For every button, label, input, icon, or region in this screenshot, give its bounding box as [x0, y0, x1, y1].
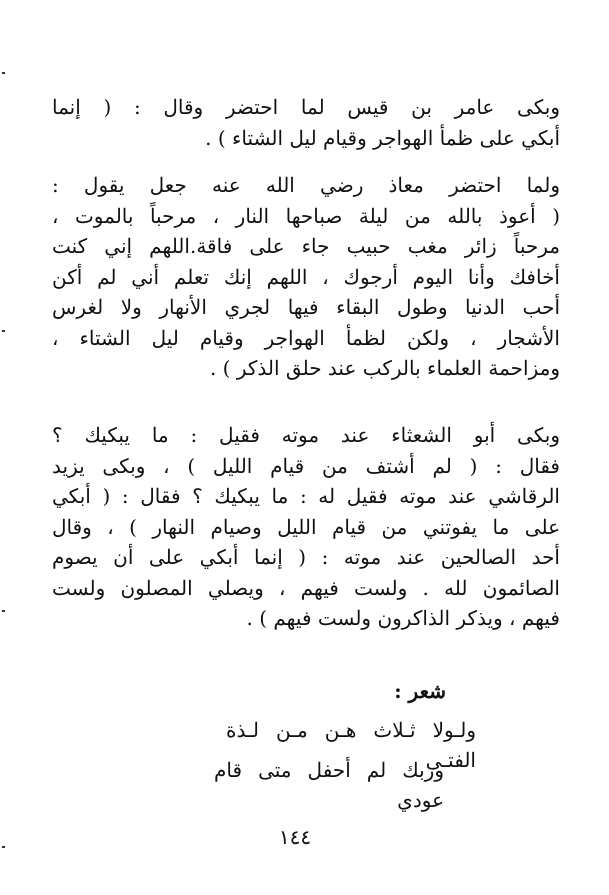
poem-heading: شعر :: [394, 679, 446, 703]
poem-verse-2: وربك لم أحفل متى قام عودي: [214, 758, 444, 812]
margin-speck: [2, 846, 5, 848]
margin-speck: [2, 610, 5, 612]
text-line: الصائمون لله . ولست فيهم ، ويصلي المصلون ولست: [52, 575, 560, 600]
text-line: الرقاشي عند موته فقيل له : ما يبكيك ؟ فقال : ( أبكي: [52, 484, 560, 508]
text-line: أحب الدنيا وطول البقاء فيها لجري الأنهار ولا لغرس: [52, 295, 560, 319]
text-line: ( أعوذ بالله من ليلة صباحها النار ، مرحباً بالموت ،: [52, 203, 560, 228]
text-line: أخافك وأنا اليوم أرجوك ، اللهم إنك تعلم أني لم أكن: [52, 264, 560, 289]
text-line: أبكي على ظمأ الهواجر وقيام ليل الشتاء ) .: [205, 125, 560, 150]
text-line: مرحباً زائر مغب حبيب جاء على فاقة.اللهم إني كنت: [52, 234, 560, 258]
text-line: ومزاحمة العلماء بالركب عند حلق الذكر ) .: [209, 356, 560, 380]
text-line: فيهم ، ويذكر الذاكرون ولست فيهم ) .: [246, 606, 560, 630]
text-line: على ما يفوتني من قيام الليل وصيام النهار ) ، وقال: [52, 514, 560, 539]
text-line: أحد الصالحين عند موته : ( إنما أبكي على أن يصوم: [52, 545, 560, 569]
paragraph-1: [52, 92, 560, 153]
page-number: ١٤٤: [278, 825, 312, 849]
text-line: وبكى أبو الشعثاء عند موته فقيل : ما يبكيك ؟: [52, 423, 560, 447]
margin-speck: [2, 330, 5, 332]
text-line: الأشجار ، ولكن لظمأ الهواجر وقيام ليل الشتاء ،: [52, 325, 560, 350]
text-line: فقال : ( لم أشتف من قيام الليل ) ، وبكى يزيد: [52, 453, 560, 478]
text-line: ولما احتضر معاذ رضي الله عنه جعل يقول :: [52, 173, 560, 197]
paragraph-3: [52, 420, 560, 634]
margin-speck: [2, 72, 5, 74]
paragraph-2: [52, 170, 560, 384]
poem-verse-1: ولـولا ثـلاث هـن مـن لـذة الفتـى: [226, 718, 476, 772]
text-line: وبكى عامر بن قيس لما احتضر وقال : ( إنما: [52, 95, 560, 119]
